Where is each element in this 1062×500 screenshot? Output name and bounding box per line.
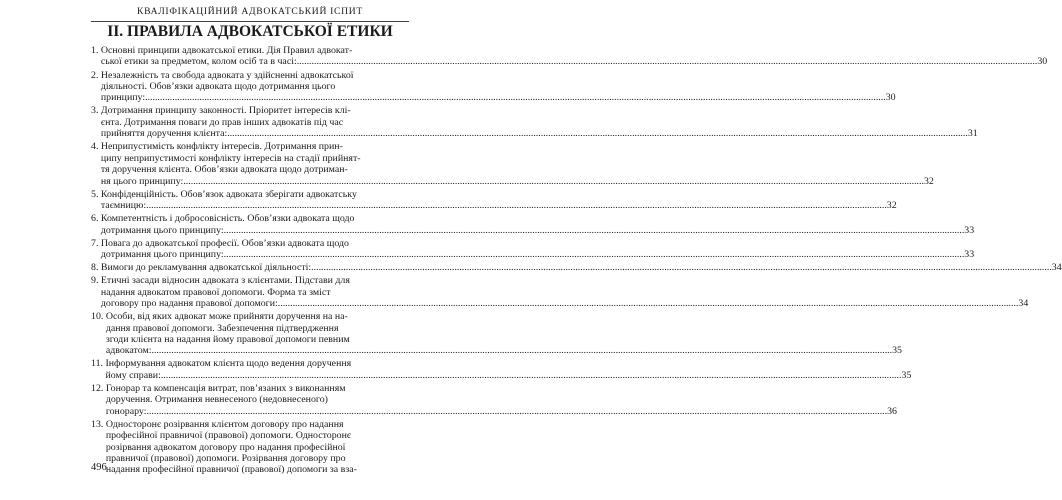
toc-entry-number: 5. (91, 188, 101, 200)
toc-entry-line (101, 249, 974, 260)
dot-leader: ............................................................................................................................................................................................................................................................................................................ (277, 298, 1019, 310)
toc-entry-text: йому справи: (105, 369, 161, 381)
toc-entry-number: 8. (91, 262, 101, 274)
toc-entry (91, 213, 975, 236)
toc-page-number: 35 (892, 345, 902, 357)
toc-entry (91, 419, 409, 476)
toc-entry-line (101, 176, 934, 187)
toc-entry (91, 188, 897, 212)
toc-entry-number: 9. (91, 275, 101, 287)
toc-entry-text: надання професійної правничої (правової) допомоги за вза- (105, 464, 357, 476)
toc-entry-text: ципу неприпустимості конфлікту інтересів на стадії прийнят- (100, 152, 361, 164)
dot-leader: ............................................................................................................................................................................................................................................................................................................ (311, 262, 1052, 274)
toc-entry-text: Компетентність і добросовісність. Обов’язки адвоката щодо (100, 213, 355, 225)
dot-leader: ............................................................................................................................................................................................................................................................................................................ (296, 56, 1038, 68)
toc-entry-line (101, 200, 897, 211)
toc-entry-text: ня цього принципу: (100, 175, 184, 187)
toc-entry-line (101, 45, 1047, 56)
dot-leader: ............................................................................................................................................................................................................................................................................................................ (151, 345, 893, 357)
toc-entry-number: 12. (91, 382, 106, 394)
toc-entry-text: Етичні засади відносин адвоката з клієнтами. Підстави для (100, 275, 350, 287)
toc-entry-line (101, 70, 896, 81)
page-number: 496 (91, 462, 107, 473)
toc-entry-number: 4. (91, 141, 101, 153)
toc-entry-line (101, 262, 1062, 273)
toc-entry-line (106, 323, 902, 334)
toc-entry-number: 13. (91, 418, 106, 430)
toc-entry-text: Дотримання принципу законності. Пріоритет інтересів клі- (100, 105, 351, 117)
toc-entry-line (105, 358, 911, 369)
toc-page-number: 30 (1037, 56, 1048, 68)
toc-entry-text: адвокатом: (105, 345, 152, 357)
dot-leader: ............................................................................................................................................................................................................................................................................................................ (223, 249, 965, 261)
toc-entry-text: дотримання цього принципу: (100, 249, 224, 261)
toc-entry (91, 358, 912, 381)
toc-entry-text: розірвання адвокатом договору про надання професійної (105, 441, 346, 453)
toc-entry-text: правничої (правової) допомоги. Розірвання договору про (105, 453, 346, 465)
toc-entry-line (101, 153, 934, 164)
toc-page-number: 32 (923, 175, 934, 187)
header-rule (91, 21, 409, 22)
toc-entry-line (101, 225, 974, 236)
toc-entry-line (106, 406, 897, 417)
toc-entry (91, 275, 1029, 310)
toc-entry-number: 6. (91, 213, 101, 225)
dot-leader: ............................................................................................................................................................................................................................................................................................................ (145, 92, 886, 104)
dot-leader: ............................................................................................................................................................................................................................................................................................................ (223, 224, 965, 236)
toc-entry-number: 11. (91, 358, 106, 370)
toc-entry (91, 45, 1048, 68)
toc-entry-text: професійної правничої (правової) допомоги. Односторонє (105, 430, 352, 442)
toc-entry-line (101, 92, 896, 103)
toc-entry (91, 69, 896, 104)
toc-entry-line (106, 464, 409, 475)
toc-entry-number: 3. (91, 105, 101, 117)
toc-entry (91, 382, 897, 417)
table-of-contents (91, 45, 1062, 478)
toc-page-number: 35 (901, 369, 912, 381)
toc-page-number: 34 (1018, 298, 1029, 310)
toc-entry-line (106, 419, 409, 430)
toc-entry (91, 237, 975, 261)
toc-entry (91, 262, 1062, 274)
toc-entry-line (106, 453, 409, 464)
toc-page-number: 31 (967, 128, 978, 140)
toc-entry-line (101, 275, 1028, 286)
toc-entry-text: гонорару: (105, 405, 147, 417)
toc-page-number: 36 (887, 405, 897, 417)
toc-page-number: 34 (1051, 262, 1062, 274)
toc-entry-text: Основні принципи адвокатської етики. Дія Правил адвокат- (100, 45, 353, 56)
toc-entry-number: 1. (91, 45, 101, 56)
toc-entry (91, 141, 934, 187)
toc-entry-line (106, 394, 897, 405)
toc-entry-text: Вимоги до рекламування адвокатської діяльності: (100, 262, 312, 274)
toc-entry-line (101, 298, 1028, 309)
dot-leader: ............................................................................................................................................................................................................................................................................................................ (183, 175, 924, 187)
dot-leader: ............................................................................................................................................................................................................................................................................................................ (160, 369, 902, 381)
toc-entry-line (106, 311, 902, 322)
toc-entry-text: надання адвокатом правової допомоги. Форма та зміст (100, 286, 331, 298)
toc-entry-text: прийняття доручення клієнта: (100, 128, 228, 140)
toc-entry-text: Гонорар та компенсація витрат, пов’язаних з виконанням (105, 382, 346, 394)
toc-entry (91, 105, 978, 140)
toc-entry-text: таємницю: (100, 200, 147, 212)
toc-entry-text: Неприпустимість конфлікту інтересів. Дотримання прин- (100, 141, 343, 153)
toc-entry-text: доручення. Отримання невнесеного (недовнесеного) (105, 394, 328, 406)
toc-entry-line (106, 442, 409, 453)
running-header: КВАЛІФІКАЦІЙНИЙ АДВОКАТСЬКИЙ ІСПИТ (137, 6, 363, 17)
toc-entry-line (101, 213, 974, 224)
toc-entry-line (101, 128, 978, 139)
toc-entry-line (101, 117, 978, 128)
toc-entry-line (101, 141, 934, 152)
toc-entry-number: 7. (91, 237, 101, 249)
toc-entry-text: Повага до адвокатської професії. Обов’язки адвоката щодо (100, 237, 349, 249)
toc-entry-line (101, 105, 978, 116)
toc-page-number: 30 (885, 92, 896, 104)
dot-leader: ............................................................................................................................................................................................................................................................................................................ (227, 128, 968, 140)
toc-entry-line (101, 81, 896, 92)
toc-entry-text: Односторонє розірвання клієнтом договору про надання (105, 418, 344, 430)
toc-entry-text: договору про надання правової допомоги: (100, 298, 278, 310)
toc-entry-text: діяльності. Обов’язки адвоката щодо дотримання цього (100, 80, 336, 92)
toc-entry-line (106, 334, 902, 345)
toc-entry-text: Особи, від яких адвокат може прийняти доручення на на- (105, 311, 348, 323)
toc-entry (91, 311, 902, 357)
toc-entry-line (101, 189, 897, 200)
dot-leader: ............................................................................................................................................................................................................................................................................................................ (146, 200, 887, 212)
toc-entry-text: дання правової допомоги. Забезпечення підтвердження (105, 322, 339, 334)
toc-entry-line (106, 430, 409, 441)
dot-leader: ............................................................................................................................................................................................................................................................................................................ (146, 405, 888, 417)
toc-entry-text: Конфіденційність. Обов’язок адвоката зберігати адвокатську (100, 188, 357, 200)
toc-page-number: 32 (886, 200, 897, 212)
toc-page-number: 33 (964, 249, 975, 261)
section-title: II. ПРАВИЛА АДВОКАТСЬКОЇ ЕТИКИ (107, 23, 393, 40)
toc-entry-text: Інформування адвокатом клієнта щодо ведення доручення (105, 358, 352, 370)
toc-entry-text: Незалежність та свобода адвоката у здійсненні адвокатської (100, 69, 354, 81)
toc-entry-text: ської етики за предметом, колом осіб та в часі: (100, 56, 297, 68)
toc-entry-line (106, 383, 897, 394)
toc-entry-line (101, 56, 1047, 67)
toc-page-number: 33 (964, 224, 975, 236)
toc-entry-number: 10. (91, 311, 106, 323)
toc-entry-line (101, 238, 974, 249)
toc-entry-text: тя доручення клієнта. Обов’язки адвоката щодо дотриман- (100, 164, 348, 176)
toc-entry-line (101, 164, 934, 175)
toc-entry-line (106, 345, 902, 356)
toc-entry-line (105, 370, 911, 381)
toc-entry-line (101, 287, 1028, 298)
toc-entry-text: єнта. Дотримання поваги до прав інших адвокатів під час (100, 116, 344, 128)
toc-entry-text: принципу: (100, 92, 146, 104)
toc-entry-number: 2. (91, 69, 101, 81)
toc-entry-text: згоди клієнта на надання йому правової допомоги певним (105, 333, 350, 345)
toc-entry-text: дотримання цього принципу: (100, 224, 224, 236)
